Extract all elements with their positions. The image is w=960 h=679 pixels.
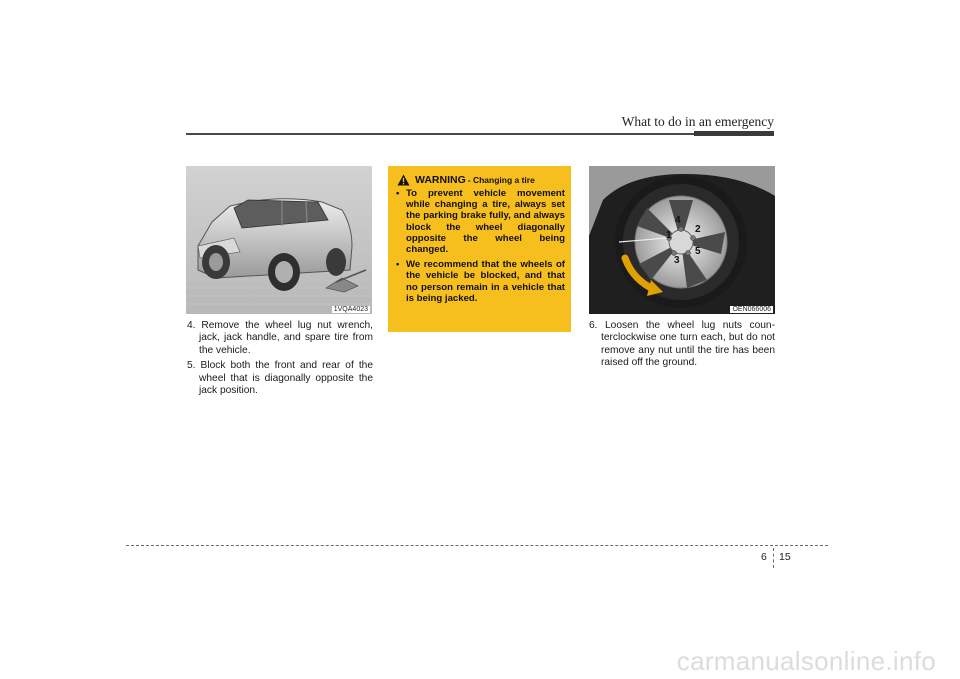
figure-code: 1VQA4023 (333, 306, 368, 313)
left-steps (187, 320, 373, 400)
warning-list (396, 188, 565, 304)
wheel-lug-nuts-illustration (589, 166, 775, 314)
step-5: 5. Block both the front and rear of the wheel that is diagonally opposite the jack position. (187, 360, 373, 397)
header-tab-bar (694, 131, 774, 136)
step-6: 6. Loosen the wheel lug nuts coun-terclockwise one turn each, but do not remove any nut until the tire has been raised off the ground. (589, 320, 775, 369)
header-rule (186, 133, 774, 135)
wheel-drawing (589, 166, 775, 314)
watermark: carmanualsonline.info (676, 646, 936, 676)
warning-item: • To prevent vehicle movement while changing a tire, always set the parking brake fully, and always block the wheel diagonally opposite the wheel being changed. (396, 188, 565, 255)
footer-rule (126, 545, 828, 546)
warning-header (397, 174, 565, 186)
warning-subtitle: - Changing a tire (467, 175, 535, 185)
warning-triangle-icon (397, 174, 410, 186)
right-steps (589, 320, 775, 373)
warning-item: • We recommend that the wheels of the vehicle be blocked, and that no person remain in a vehicle that is being jacked. (396, 259, 565, 304)
warning-title: WARNING (415, 174, 466, 186)
warning-box (388, 166, 571, 332)
step-4: 4. Remove the wheel lug nut wrench, jack, jack handle, and spare tire from the vehicle. (187, 320, 373, 356)
footer-separator (773, 548, 774, 568)
suv-jack-illustration (186, 166, 372, 314)
lug-nut-callout-4: 4 (675, 215, 681, 226)
page-number: 15 (779, 551, 791, 563)
lug-nut-callout-1: 1 (666, 230, 672, 241)
figure-code: OEN066006 (732, 306, 771, 313)
section-title: What to do in an emergency (621, 114, 774, 129)
lug-nut-callout-5: 5 (695, 246, 701, 257)
lug-nut-callout-2: 2 (695, 224, 701, 235)
chapter-number: 6 (761, 551, 767, 563)
suv-jack-drawing (186, 166, 372, 314)
lug-nut-callout-3: 3 (674, 255, 680, 266)
